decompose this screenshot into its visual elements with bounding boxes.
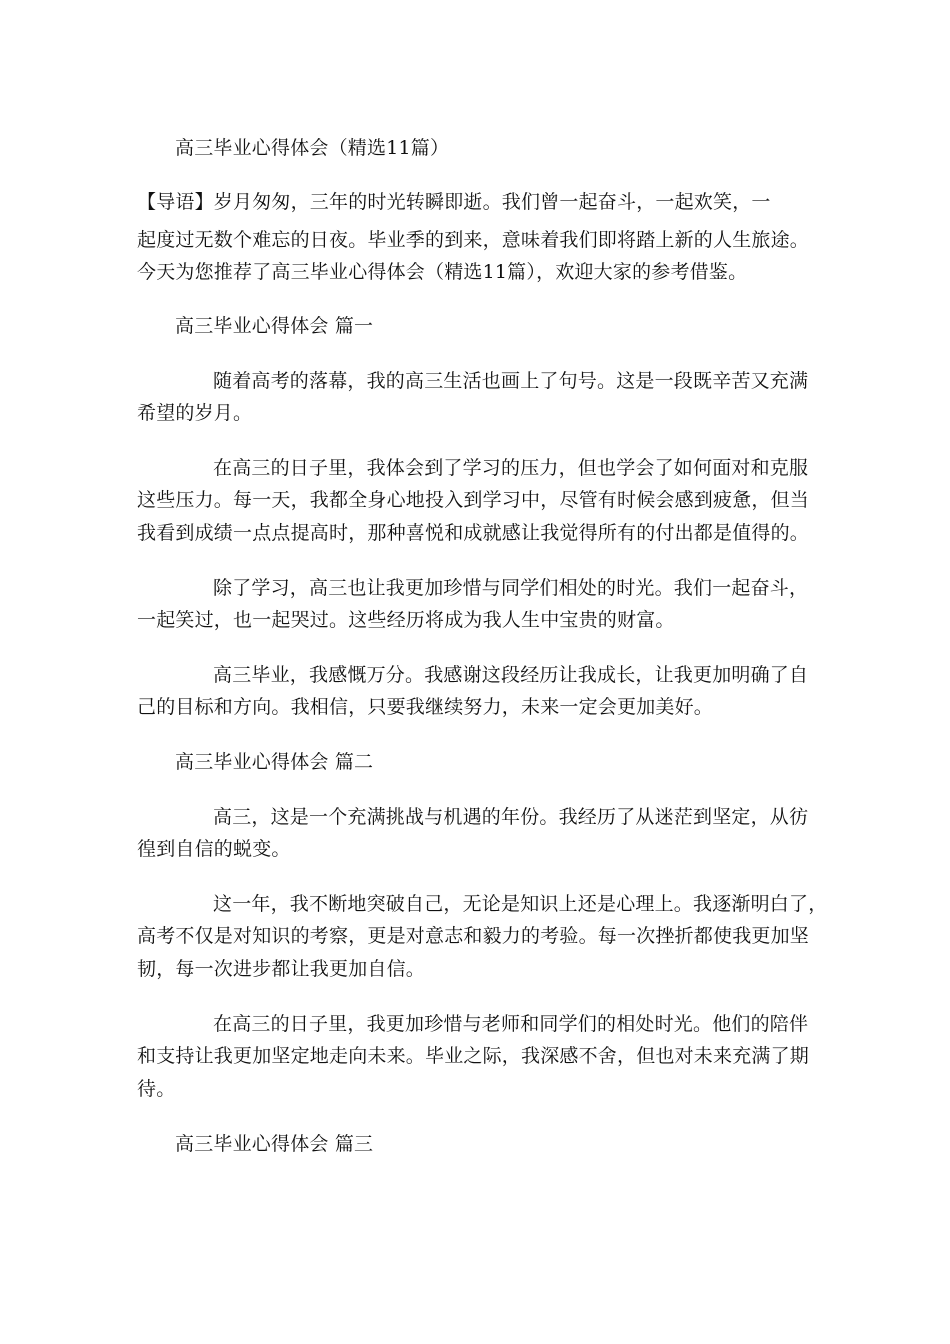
paragraph-line: 高考不仅是对知识的考察，更是对意志和毅力的考验。每一次挫折都使我更加坚 bbox=[137, 925, 810, 947]
paragraph-line: 徨到自信的蜕变。 bbox=[137, 838, 291, 860]
paragraph-line: 希望的岁月。 bbox=[137, 402, 253, 424]
paragraph-line: 我看到成绩一点点提高时，那种喜悦和成就感让我觉得所有的付出都是值得的。 bbox=[137, 522, 810, 544]
paragraph-line: 在高三的日子里，我体会到了学习的压力，但也学会了如何面对和克服 bbox=[213, 457, 809, 479]
section-heading: 高三毕业心得体会 篇三 bbox=[175, 1133, 374, 1155]
paragraph-line: 己的目标和方向。我相信，只要我继续努力，未来一定会更加美好。 bbox=[137, 696, 714, 718]
intro-line: 今天为您推荐了高三毕业心得体会（精选11篇），欢迎大家的参考借鉴。 bbox=[137, 261, 748, 283]
section-heading: 高三毕业心得体会 篇一 bbox=[175, 315, 374, 337]
paragraph-line: 随着高考的落幕，我的高三生活也画上了句号。这是一段既辛苦又充满 bbox=[213, 370, 809, 392]
intro-line: 起度过无数个难忘的日夜。毕业季的到来，意味着我们即将踏上新的人生旅途。 bbox=[137, 229, 810, 251]
paragraph-line: 高三，这是一个充满挑战与机遇的年份。我经历了从迷茫到坚定，从彷 bbox=[213, 806, 809, 828]
paragraph-line: 这些压力。每一天，我都全身心地投入到学习中，尽管有时候会感到疲惫，但当 bbox=[137, 489, 810, 511]
paragraph-line: 韧，每一次进步都让我更加自信。 bbox=[137, 958, 426, 980]
paragraph-line: 高三毕业，我感慨万分。我感谢这段经历让我成长，让我更加明确了自 bbox=[213, 664, 809, 686]
paragraph-line: 待。 bbox=[137, 1078, 176, 1100]
section-heading: 高三毕业心得体会 篇二 bbox=[175, 751, 374, 773]
document-title: 高三毕业心得体会（精选11篇） bbox=[175, 137, 450, 159]
paragraph-line: 一起笑过，也一起哭过。这些经历将成为我人生中宝贵的财富。 bbox=[137, 609, 675, 631]
intro-line: 【导语】岁月匆匆，三年的时光转瞬即逝。我们曾一起奋斗，一起欢笑，一 bbox=[137, 191, 771, 213]
paragraph-line: 除了学习，高三也让我更加珍惜与同学们相处的时光。我们一起奋斗， bbox=[213, 577, 809, 599]
paragraph-line: 和支持让我更加坚定地走向未来。毕业之际，我深感不舍，但也对未来充满了期 bbox=[137, 1045, 810, 1067]
paragraph-line: 这一年，我不断地突破自己，无论是知识上还是心理上。我逐渐明白了， bbox=[213, 893, 828, 915]
paragraph-line: 在高三的日子里，我更加珍惜与老师和同学们的相处时光。他们的陪伴 bbox=[213, 1013, 809, 1035]
